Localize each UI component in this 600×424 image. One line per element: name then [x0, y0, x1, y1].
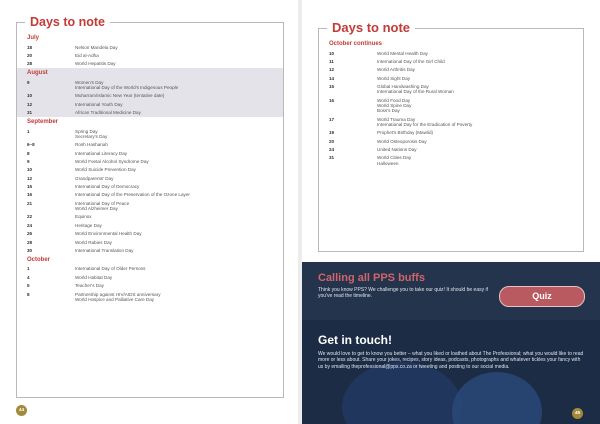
- month-section: [17, 68, 283, 117]
- date-row: [17, 290, 283, 304]
- event-name: Muharram/Islamic New Year (tentative date): [75, 93, 165, 99]
- events-cell: [75, 151, 273, 156]
- month-section: [17, 255, 283, 304]
- events-cell: [75, 240, 273, 245]
- event-name: World Sight Day: [377, 75, 411, 81]
- decorative-shape: [342, 362, 462, 424]
- event-name: Halloween: [377, 160, 399, 166]
- date-cell: 4: [27, 274, 30, 280]
- date-row: [319, 74, 583, 82]
- event-name: International Day of the Preservation of the Ozone Layer: [75, 192, 190, 198]
- month-section: [17, 117, 283, 255]
- date-row: [17, 157, 283, 165]
- date-cell: 12: [329, 67, 335, 73]
- date-row: [17, 92, 283, 100]
- event-name: Global Handwashing Day: [377, 84, 429, 90]
- date-cell: 16: [27, 192, 33, 198]
- date-row: [17, 238, 283, 246]
- date-cell: 16: [329, 97, 335, 103]
- date-cell: 12: [27, 101, 33, 107]
- date-cell: 14: [329, 75, 335, 81]
- date-row: [17, 60, 283, 68]
- event-name: International Day of the Girl Child: [377, 58, 445, 64]
- date-row: [17, 109, 283, 117]
- month-heading: July: [27, 35, 40, 41]
- event-name: Grandparents' Day: [75, 175, 114, 181]
- event-name: International Day of the World's Indigenous People: [75, 84, 179, 90]
- date-cell: 8: [27, 291, 30, 297]
- quiz-button[interactable]: Quiz: [499, 286, 585, 307]
- events-cell: [75, 110, 273, 115]
- event-name: Prophet's Birthday (Mawlid): [377, 130, 434, 136]
- left-page: [0, 0, 298, 424]
- month-heading: September: [27, 118, 59, 125]
- days-to-note-box: [16, 15, 284, 398]
- events-cell: [377, 76, 573, 81]
- date-row: [17, 221, 283, 229]
- event-name: World Mental Health Day: [377, 50, 428, 56]
- events-cell: [377, 98, 573, 114]
- date-cell: 22: [27, 214, 33, 220]
- event-name: Nelson Mandela Day: [75, 44, 118, 50]
- date-row: [319, 66, 583, 74]
- events-cell: [75, 129, 273, 139]
- date-row: [319, 96, 583, 115]
- date-cell: 24: [329, 146, 335, 152]
- page-title: Days to note: [25, 14, 110, 30]
- events-cell: [75, 292, 273, 302]
- date-row: [17, 246, 283, 254]
- events-cell: [75, 159, 273, 164]
- events-cell: [377, 67, 573, 72]
- event-name: International Translation Day: [75, 248, 134, 254]
- date-row: [17, 43, 283, 51]
- events-cell: [75, 266, 273, 271]
- days-list: [17, 33, 283, 304]
- events-cell: [75, 214, 273, 219]
- events-cell: [75, 102, 273, 107]
- date-row: [319, 83, 583, 97]
- event-name: International Youth Day: [75, 101, 123, 107]
- date-row: [319, 145, 583, 153]
- event-name: World Food Day: [377, 97, 411, 103]
- date-cell: 19: [329, 130, 335, 136]
- event-name: International Literacy Day: [75, 150, 128, 156]
- date-row: [17, 127, 283, 141]
- date-row: [17, 149, 283, 157]
- date-cell: 9: [27, 79, 30, 85]
- event-name: World Environmental Health Day: [75, 231, 142, 237]
- promo-text: Think you know PPS? We challenge you to take our quiz! It should be easy if you've read the timeline.: [318, 287, 489, 300]
- date-row: [319, 57, 583, 65]
- events-cell: [75, 176, 273, 181]
- date-cell: 24: [27, 222, 33, 228]
- events-cell: [75, 223, 273, 228]
- event-name: World Hepatitis Day: [75, 61, 116, 67]
- date-row: [17, 182, 283, 190]
- date-cell: 12: [27, 175, 33, 181]
- date-row: [319, 154, 583, 168]
- page-title: Days to note: [327, 20, 415, 36]
- month-section: [319, 39, 583, 167]
- event-name: World Foetal Alcohol Syndrome Day: [75, 158, 149, 164]
- date-row: [319, 137, 583, 145]
- month-heading: October continues: [329, 41, 383, 47]
- events-cell: [377, 147, 573, 152]
- date-row: [319, 115, 583, 129]
- date-cell: 17: [329, 116, 335, 122]
- events-cell: [377, 139, 573, 144]
- events-cell: [75, 192, 273, 197]
- events-cell: [75, 45, 273, 50]
- events-cell: [377, 117, 573, 127]
- date-row: [17, 273, 283, 281]
- event-name: World Cities Day: [377, 155, 412, 161]
- event-name: World Spine Day: [377, 102, 412, 108]
- date-row: [319, 49, 583, 57]
- event-name: International Day of the Rural Woman: [377, 89, 454, 95]
- date-cell: 6–8: [27, 142, 35, 148]
- event-name: Teacher's Day: [75, 283, 104, 289]
- contact-text: We would love to get to know you better – what you liked or loathed about The Professional; what you would like to read more or less about. Share your jokes, recipes, story ideas, podcasts, photographs and whatever tickles your fancy with us by emailing theprofessional@pps.co.za or tweeting and posting to our social media.: [318, 351, 584, 370]
- date-cell: 10: [329, 50, 335, 56]
- event-name: World Trauma Day: [377, 116, 416, 122]
- date-cell: 10: [27, 93, 33, 99]
- date-cell: 9: [27, 158, 30, 164]
- month-heading: August: [27, 70, 48, 77]
- date-row: [17, 265, 283, 273]
- event-name: Equinox: [75, 214, 92, 220]
- date-cell: 21: [27, 200, 33, 206]
- days-to-note-box: [318, 20, 584, 252]
- date-row: [17, 51, 283, 59]
- date-cell: 10: [27, 167, 33, 173]
- date-cell: 26: [27, 231, 33, 237]
- date-cell: 1: [27, 128, 30, 134]
- event-name: Eid al-Adha: [75, 52, 99, 58]
- right-page: [302, 0, 600, 424]
- event-name: Heritage Day: [75, 222, 102, 228]
- events-cell: [377, 155, 573, 165]
- events-cell: [377, 59, 573, 64]
- event-name: Partnership against HIV/AIDS anniversary: [75, 291, 161, 297]
- event-name: United Nations Day: [377, 146, 417, 152]
- events-cell: [75, 167, 273, 172]
- page-number: 44: [16, 405, 27, 416]
- date-cell: 15: [27, 184, 33, 190]
- events-cell: [75, 275, 273, 280]
- decorative-shape: [452, 372, 542, 424]
- promo-title: Calling all PPS buffs: [318, 272, 425, 284]
- event-name: Boss's Day: [377, 108, 400, 114]
- events-cell: [377, 130, 573, 135]
- event-name: World Hospice and Palliative Care Day: [75, 296, 155, 302]
- events-cell: [377, 84, 573, 94]
- event-name: World Arthritis Day: [377, 67, 415, 73]
- date-cell: 5: [27, 283, 30, 289]
- date-cell: 1: [27, 266, 30, 272]
- event-name: World Osteoporosis Day: [377, 138, 427, 144]
- event-name: Spring Day: [75, 128, 98, 134]
- date-row: [17, 141, 283, 149]
- contact-title: Get in touch!: [318, 333, 392, 347]
- event-name: World Habitat Day: [75, 274, 113, 280]
- date-cell: 18: [27, 44, 33, 50]
- date-row: [17, 191, 283, 199]
- date-row: [17, 78, 283, 92]
- event-name: Secretary's Day: [75, 133, 108, 139]
- date-row: [17, 166, 283, 174]
- date-cell: 15: [329, 84, 335, 90]
- events-cell: [75, 80, 273, 90]
- date-cell: 8: [27, 150, 30, 156]
- events-cell: [75, 283, 273, 288]
- event-name: African Traditional Medicine Day: [75, 110, 141, 116]
- date-row: [17, 213, 283, 221]
- date-cell: 20: [27, 52, 33, 58]
- events-cell: [75, 61, 273, 66]
- date-cell: 30: [27, 248, 33, 254]
- events-cell: [75, 184, 273, 189]
- date-row: [17, 199, 283, 213]
- date-row: [17, 174, 283, 182]
- month-heading: October: [27, 256, 51, 263]
- events-cell: [75, 142, 273, 147]
- events-cell: [75, 248, 273, 253]
- event-name: Women's Day: [75, 79, 104, 85]
- month-section: [17, 33, 283, 68]
- date-cell: 11: [329, 58, 334, 64]
- date-row: [17, 282, 283, 290]
- date-cell: 28: [27, 61, 33, 67]
- event-name: World Suicide Prevention Day: [75, 167, 136, 173]
- date-row: [17, 230, 283, 238]
- date-row: [319, 129, 583, 137]
- promo-panel: [302, 262, 600, 424]
- date-cell: 28: [27, 239, 33, 245]
- events-cell: [377, 51, 573, 56]
- date-cell: 31: [27, 110, 33, 116]
- page-number: 45: [572, 408, 583, 419]
- events-cell: [75, 53, 273, 58]
- event-name: International Day of Older Persons: [75, 266, 146, 272]
- event-name: International Day of Democracy: [75, 184, 140, 190]
- events-cell: [75, 93, 273, 98]
- event-name: World Rabies Day: [75, 239, 112, 245]
- event-name: International Day for the Eradication of Poverty: [377, 121, 473, 127]
- events-cell: [75, 201, 273, 211]
- date-cell: 31: [329, 155, 335, 161]
- event-name: World Alzheimer Day: [75, 206, 118, 212]
- date-row: [17, 100, 283, 108]
- date-cell: 20: [329, 138, 335, 144]
- days-list: [319, 39, 583, 167]
- event-name: International Day of Peace: [75, 200, 130, 206]
- event-name: Rosh Hashanah: [75, 142, 108, 148]
- events-cell: [75, 231, 273, 236]
